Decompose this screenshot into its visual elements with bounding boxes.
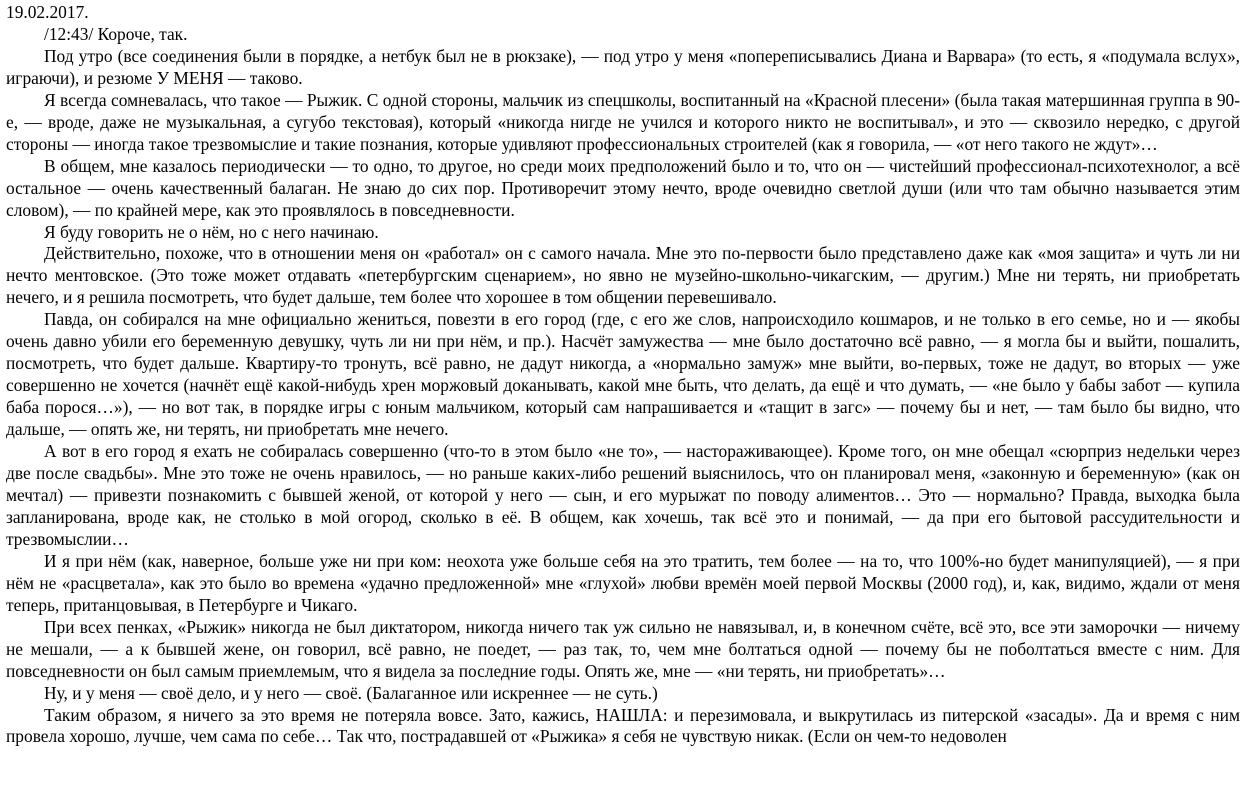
paragraph: Действительно, похоже, что в отношении меня он «работал» он с самого начала. Мне это по-первости было представлено даже как «моя защита» и чуть ли ни нечто ментовское. (Это тоже может отдавать «петербургским сценарием», но явно не музейно-школьно-чикагским, — другим.) Мне ни терять, ни приобретать нечего, и я решила посмотреть, что будет дальше, тем более что хорошее в том общении перевешивало. <box>6 243 1240 308</box>
document-page <box>6 2 1240 748</box>
paragraph: Я всегда сомневалась, что такое — Рыжик. С одной стороны, мальчик из спецшколы, воспитанный на «Красной плесени» (была такая матершинная группа в 90-е, — вроде, даже не музыкальная, а сугубо текстовая), который «никогда нигде не учился и которого никто не воспитывал», и это — сквозило нередко, с другой стороны — иногда такое трезвомыслие и такие познания, которые удивляют профессиональных строителей (как я говорила, — «от него такого не ждут»… <box>6 89 1240 154</box>
paragraph: Я буду говорить не о нём, но с него начинаю. <box>44 221 379 242</box>
paragraph: Ну, и у меня — своё дело, и у него — своё. (Балаганное или искреннее — не суть.) <box>44 682 658 703</box>
paragraph: И я при нём (как, наверное, больше уже ни при ком: неохота уже больше себя на это тратить, тем более — на то, что 100%-но будет манипуляцией), — я при нём не «расцветала», как это было во времена «удачно предложенной» мне «глухой» любви времён моей первой Москвы (2000 год), и, как, видимо, ждали от меня теперь, пританцовывая, в Петербурге и Чикаго. <box>6 550 1240 615</box>
paragraph: Под утро (все соединения были в порядке, а нетбук был не в рюкзаке), — под утро у меня «попереписывались Диана и Варвара» (то есть, я «подумала вслух», играючи), и резюме У МЕНЯ — таково. <box>6 45 1240 88</box>
paragraph: В общем, мне казалось периодически — то одно, то другое, но среди моих предположений было и то, что он — чистейший профессионал-психотехнолог, а всё остальное — очень качественный балаган. Не знаю до сих пор. Противоречит этому нечто, вроде очевидно светлой души (или что там обычно называется этим словом), — по крайней мере, как это проявлялось в повседневности. <box>6 155 1240 220</box>
paragraph: Таким образом, я ничего за это время не потеряла вовсе. Зато, кажись, НАШЛА: и перезимовала, и выкрутилась из питерской «засады». Да и время с ним провела хорошо, лучше, чем сама по себе… Так что, пострадавшей от «Рыжика» я себя не чувствую никак. (Если он чем-то недоволен <box>6 704 1240 747</box>
paragraph: А вот в его город я ехать не собиралась совершенно (что-то в этом было «не то», — настораживающее). Кроме того, он мне обещал «сюрприз недельки через две после свадьбы». Мне это тоже не очень нравилось, — но раньше каких-либо решений выяснилось, что он планировал меня, «законную и беременную» (как он мечтал) — привезти познакомить с бывшей женой, от которой у него — сын, и его мурыжат по поводу алиментов… Это — нормально? Правда, выходка была запланирована, вроде как, не столько в мой огород, сколько в её. В общем, как хочешь, так всё это и понимай, — да при его бытовой рассудительности и трезвомыслии… <box>6 441 1240 549</box>
paragraph: Павда, он собирался на мне официально жениться, повезти в его город (где, с его же слов, напроисходило кошмаров, и не только в его семье, но и — якобы очень давно убили его беременную девушку, чуть ли ни при нём, и пр.). Насчёт замужества — мне было достаточно всё равно, — я могла бы и выйти, пошалить, посмотреть, что будет дальше. Квартиру-то тронуть, всё равно, не дадут никогда, а «нормально замуж» мне выйти, во-первых, тоже не дадут, во вторых — уже совершенно не хочется (начнёт ещё какой-нибудь хрен моржовый доканывать, какой мне быть, что делать, да ещё и что думать, — «не было у бабы забот — купила баба порося…»), — но вот так, в порядке игры с юным мальчиком, который сам напрашивается и «тащит в загс» — почему бы и нет, — там было бы видно, что дальше, — опять же, ни терять, ни приобретать мне нечего. <box>6 309 1240 440</box>
entry-time-line: /12:43/ Короче, так. <box>44 23 188 44</box>
entry-date: 19.02.2017. <box>6 2 89 22</box>
paragraph: При всех пенках, «Рыжик» никогда не был диктатором, никогда ничего так уж сильно не навязывал, и, в конечном счёте, всё это, все эти заморочки — ничему не мешали, — а к бывшей жене, он говорил, всё равно, не поедет, — раз так, то, чем мне болтаться одной — почему бы не поболтаться вместе с ним. Для повседневности он был самым приемлемым, что я видела за последние годы. Опять же, мне — «ни терять, ни приобретать»… <box>6 616 1240 681</box>
